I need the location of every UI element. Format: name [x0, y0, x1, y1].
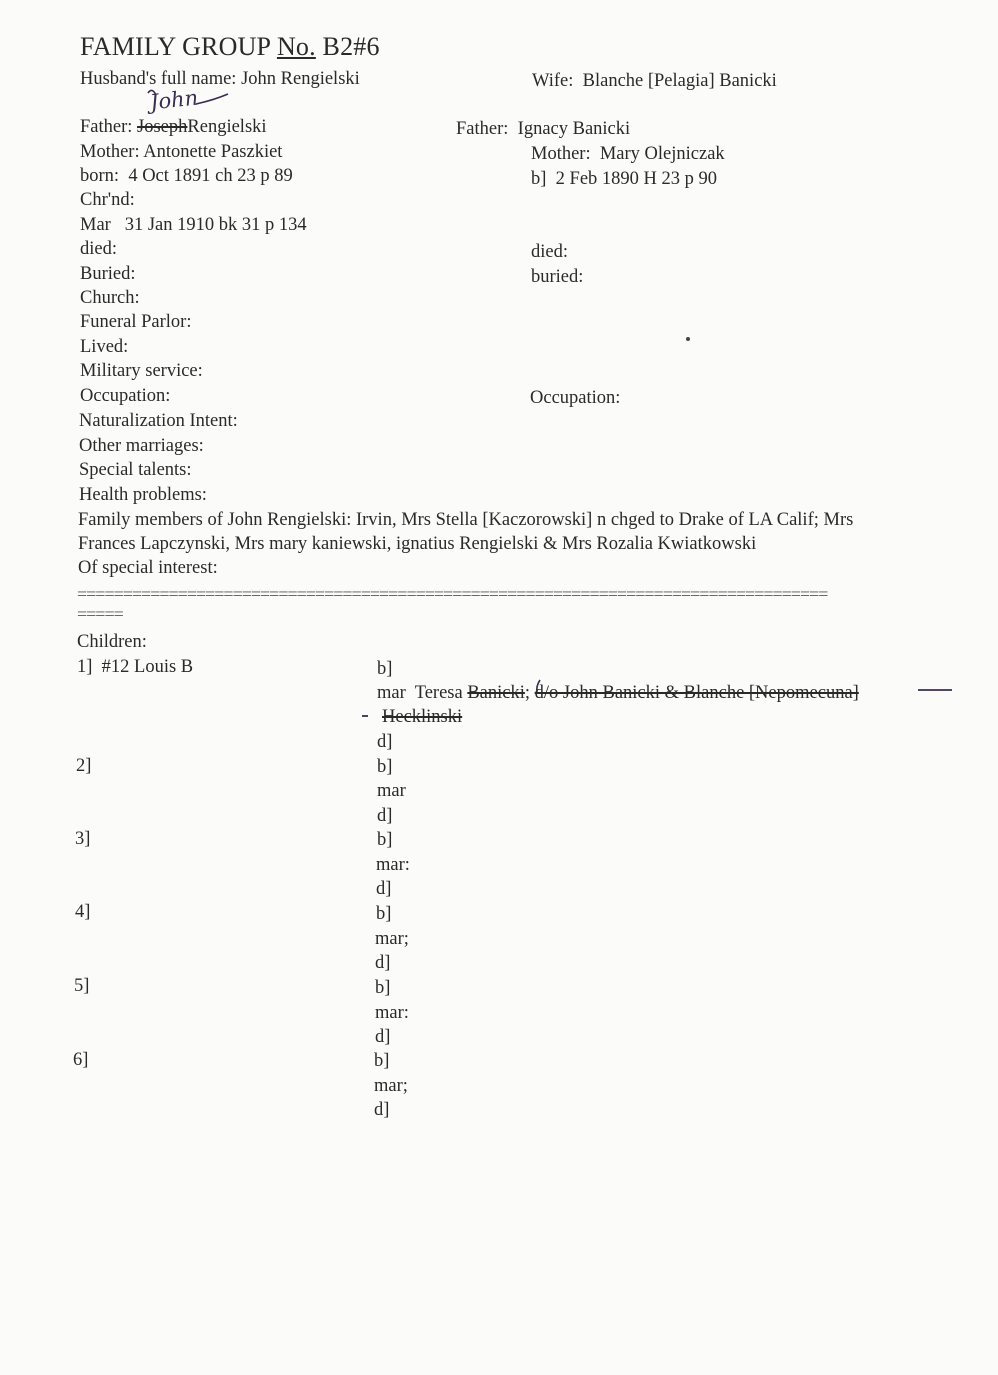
husband-born: 4 Oct 1891 ch 23 p 89: [128, 166, 293, 186]
husband-mother-line: [80, 141, 282, 163]
child-1-name: #12 Louis B: [101, 657, 194, 677]
child-4-mar: mar;: [375, 929, 409, 949]
child-1-mar-line: [377, 682, 859, 704]
husband-died: died:: [80, 239, 117, 259]
child-1-struck-line-2: Hecklinski: [382, 707, 463, 727]
husband-funeral: Funeral Parlor:: [80, 312, 192, 332]
child-3-d: d]: [376, 879, 392, 899]
husband-born-label: born:: [80, 166, 120, 186]
husband-other-marriages: Other marriages:: [79, 436, 204, 456]
husband-naturalization: Naturalization Intent:: [79, 411, 238, 431]
wife-born: 2 Feb 1890 H 23 p 90: [555, 169, 718, 189]
wife-died: died:: [531, 242, 568, 262]
husband-name-label: Husband's full name:: [80, 69, 237, 89]
husband-chrnd: Chr'nd:: [80, 190, 135, 210]
husband-military: Military service:: [80, 361, 203, 381]
husband-mar: 31 Jan 1910 bk 31 p 134: [124, 215, 307, 235]
title-no: No.: [276, 32, 316, 61]
child-6-b: b]: [374, 1051, 390, 1071]
handwritten-father-correction: John: [148, 85, 200, 115]
child-1-number: [77, 656, 193, 678]
separator-line-1: ==================================================================================: [77, 584, 828, 604]
child-5-mar: mar:: [375, 1003, 409, 1023]
child-1-b: b]: [377, 659, 393, 679]
special-interest: Of special interest:: [78, 558, 218, 578]
husband-born-line: [80, 165, 293, 187]
wife-label: Wife:: [532, 71, 574, 91]
child-2-num: 2]: [76, 756, 92, 776]
child-1-num: 1]: [77, 657, 93, 677]
child-3-mar: mar:: [376, 855, 410, 875]
husband-father-line: [80, 116, 267, 138]
children-label: Children:: [77, 632, 147, 652]
husband-father-struck: Joseph: [137, 117, 188, 137]
wife-buried: buried:: [531, 267, 584, 287]
child-1-semi: ;: [524, 683, 535, 703]
husband-mar-line: [80, 214, 307, 236]
wife-mother: Mary Olejniczak: [599, 144, 725, 164]
child-4-b: b]: [376, 904, 392, 924]
child-2-b: b]: [377, 757, 393, 777]
child-4-num: 4]: [75, 902, 91, 922]
husband-occupation: Occupation:: [80, 386, 171, 406]
child-1-spouse-struck: Banicki: [467, 683, 525, 703]
child-1-mar-label: mar: [377, 683, 406, 703]
child-5-num: 5]: [74, 976, 90, 996]
husband-mother-label: Mother:: [80, 142, 140, 162]
husband-mother: Antonette Paszkiet: [143, 142, 283, 162]
wife-father-label: Father:: [456, 119, 509, 139]
wife-occupation: Occupation:: [530, 388, 621, 408]
husband-health: Health problems:: [79, 485, 207, 505]
child-2-mar: mar: [377, 781, 406, 801]
child-1-struck-rest: d/o John Banicki & Blanche [Nepomecuna]: [534, 683, 859, 703]
husband-special-talents: Special talents:: [79, 460, 192, 480]
title-suffix: B2#6: [315, 32, 380, 61]
child-3-num: 3]: [75, 829, 91, 849]
wife-father: Ignacy Banicki: [517, 119, 631, 139]
husband-lived: Lived:: [80, 337, 129, 357]
child-4-d: d]: [375, 953, 391, 973]
ink-speck: [686, 337, 690, 341]
husband-father-label: Father:: [80, 117, 133, 137]
wife-mother-line: [531, 143, 725, 165]
husband-father-surname: Rengielski: [187, 117, 267, 137]
family-members-line-2: Frances Lapczynski, Mrs mary kaniewski, ignatius Rengielski & Mrs Rozalia Kwiatkowski: [78, 534, 757, 554]
wife-mother-label: Mother:: [531, 144, 591, 164]
family-members-line-1: Family members of John Rengielski: Irvin, Mrs Stella [Kaczorowski] n chged to Drake of LA Calif; Mrs: [78, 510, 854, 530]
title-prefix: FAMILY GROUP: [80, 32, 277, 61]
separator-line-2: =====: [77, 604, 123, 624]
wife-born-line: [531, 168, 717, 190]
husband-church: Church:: [80, 288, 140, 308]
child-1-d: d]: [377, 732, 393, 752]
husband-buried: Buried:: [80, 264, 136, 284]
child-6-mar: mar;: [374, 1076, 408, 1096]
child-5-b: b]: [375, 978, 391, 998]
wife-born-label: b]: [531, 169, 547, 189]
child-3-b: b]: [377, 830, 393, 850]
child-1-spouse-first: Teresa: [414, 683, 468, 703]
wife-father-line: [456, 118, 630, 140]
husband-mar-label: Mar: [80, 215, 111, 235]
child-5-d: d]: [375, 1027, 391, 1047]
child-6-d: d]: [374, 1100, 390, 1120]
child-2-d: d]: [377, 806, 393, 826]
child-6-num: 6]: [73, 1050, 89, 1070]
wife-name: Blanche [Pelagia] Banicki: [582, 71, 777, 91]
husband-name: John Rengielski: [241, 69, 360, 89]
